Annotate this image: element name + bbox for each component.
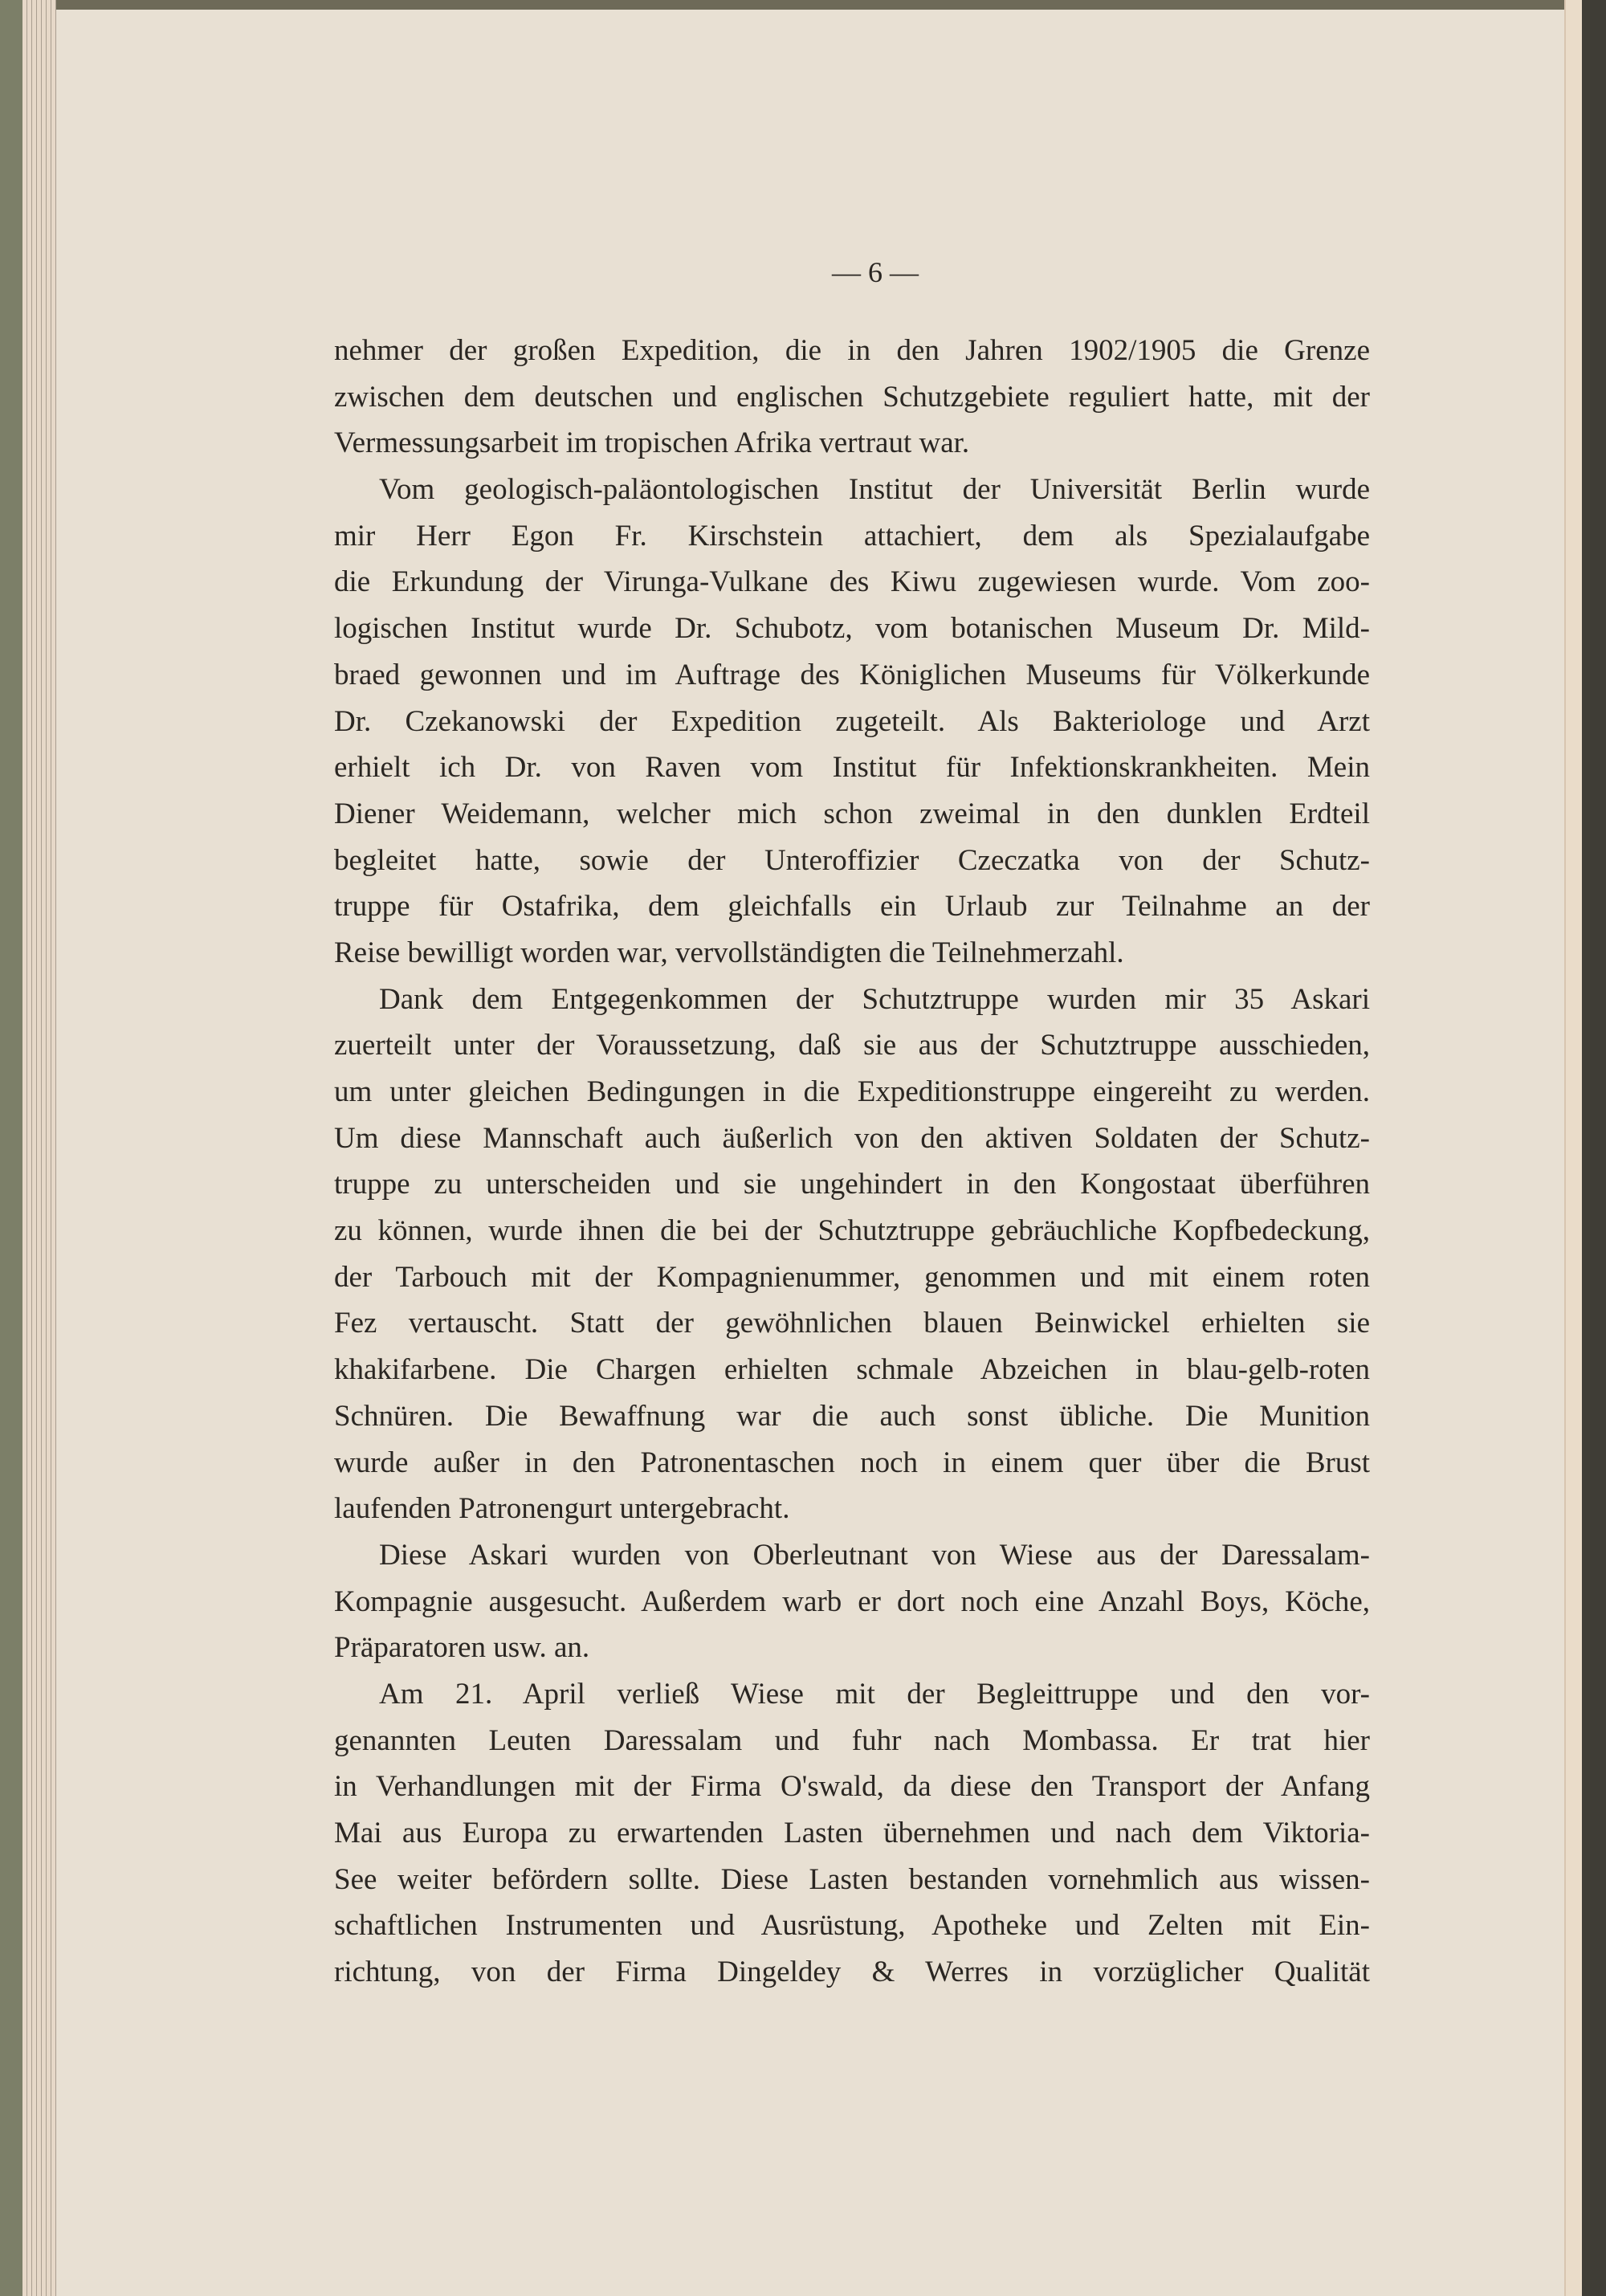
text-line: Diener Weidemann, welcher mich schon zweimal in den dunklen Erdteil (334, 797, 1370, 830)
page-fold (1564, 0, 1584, 2296)
book-binding-edge (1582, 0, 1606, 2296)
text-line: um unter gleichen Bedingungen in die Expeditionstruppe eingereiht zu werden. (334, 1075, 1370, 1108)
text-line: Mai aus Europa zu erwartenden Lasten übernehmen und nach dem Viktoria- (334, 1817, 1370, 1849)
text-line: erhielt ich Dr. von Raven vom Institut für Infektionskrankheiten. Mein (334, 751, 1370, 785)
text-line: zwischen dem deutschen und englischen Schutzgebiete reguliert hatte, mit der (334, 380, 1370, 414)
text-line: Kompagnie ausgesucht. Außerdem warb er dort noch eine Anzahl Boys, Köche, (334, 1584, 1370, 1618)
text-line: genannten Leuten Daressalam und fuhr nach Mombassa. Er trat hier (334, 1723, 1370, 1757)
page-number: — 6 — (832, 256, 919, 288)
stacked-page-edges (22, 0, 56, 2296)
body-text (334, 328, 1370, 1996)
text-line: zu können, wurde ihnen die bei der Schutztruppe gebräuchliche Kopfbedeckung, (334, 1214, 1370, 1248)
text-line: der Tarbouch mit der Kompagnienummer, genommen und mit einem roten (334, 1260, 1370, 1294)
text-line: truppe für Ostafrika, dem gleichfalls ein Urlaub zur Teilnahme an der (334, 890, 1370, 924)
text-line: schaftlichen Instrumenten und Ausrüstung, Apotheke und Zelten mit Ein- (334, 1909, 1370, 1943)
text-line: truppe zu unterscheiden und sie ungehindert in den Kongostaat überführen (334, 1168, 1370, 1201)
text-line: Am 21. April verließ Wiese mit der Begleittruppe und den vor- (379, 1677, 1370, 1711)
text-line: nehmer der großen Expedition, die in den Jahren 1902/1905 die Grenze (334, 334, 1370, 367)
text-line: khakifarbene. Die Chargen erhielten schmale Abzeichen in blau-gelb-roten (334, 1353, 1370, 1387)
book-cover-edge (0, 0, 22, 2296)
text-line: logischen Institut wurde Dr. Schubotz, vom botanischen Museum Dr. Mild- (334, 612, 1370, 646)
text-line: Präparatoren usw. an. (334, 1631, 590, 1665)
text-line: in Verhandlungen mit der Firma O'swald, da diese den Transport der Anfang (334, 1770, 1370, 1804)
text-line: Um diese Mannschaft auch äußerlich von den aktiven Soldaten der Schutz- (334, 1121, 1370, 1155)
text-line: Dr. Czekanowski der Expedition zugeteilt. Als Bakteriologe und Arzt (334, 704, 1370, 738)
text-line: Fez vertauscht. Statt der gewöhnlichen blauen Beinwickel erhielten sie (334, 1307, 1370, 1340)
text-line: Reise bewilligt worden war, vervollständigten die Teilnehmerzahl. (334, 936, 1124, 969)
text-line: zuerteilt unter der Voraussetzung, daß sie aus der Schutztruppe ausschieden, (334, 1029, 1370, 1062)
text-line: Dank dem Entgegenkommen der Schutztruppe wurden mir 35 Askari (379, 982, 1370, 1016)
text-line: Diese Askari wurden von Oberleutnant von Wiese aus der Daressalam- (379, 1538, 1370, 1572)
text-line: die Erkundung der Virunga-Vulkane des Kiwu zugewiesen wurde. Vom zoo- (334, 565, 1370, 599)
text-line: laufenden Patronengurt untergebracht. (334, 1492, 790, 1526)
text-line: Vermessungsarbeit im tropischen Afrika vertraut war. (334, 426, 970, 460)
text-line: braed gewonnen und im Auftrage des Königlichen Museums für Völkerkunde (334, 658, 1370, 691)
book-top-edge (56, 0, 1606, 10)
text-line: See weiter befördern sollte. Diese Lasten bestanden vornehmlich aus wissen- (334, 1862, 1370, 1896)
text-line: Schnüren. Die Bewaffnung war die auch sonst übliche. Die Munition (334, 1399, 1370, 1433)
text-line: begleitet hatte, sowie der Unteroffizier Czeczatka von der Schutz- (334, 843, 1370, 877)
text-line: wurde außer in den Patronentaschen noch in einem quer über die Brust (334, 1446, 1370, 1479)
text-line: richtung, von der Firma Dingeldey & Werres in vorzüglicher Qualität (334, 1955, 1370, 1989)
text-line: mir Herr Egon Fr. Kirschstein attachiert, dem als Spezialaufgabe (334, 519, 1370, 553)
text-line: Vom geologisch-paläontologischen Institut der Universität Berlin wurde (379, 473, 1370, 507)
